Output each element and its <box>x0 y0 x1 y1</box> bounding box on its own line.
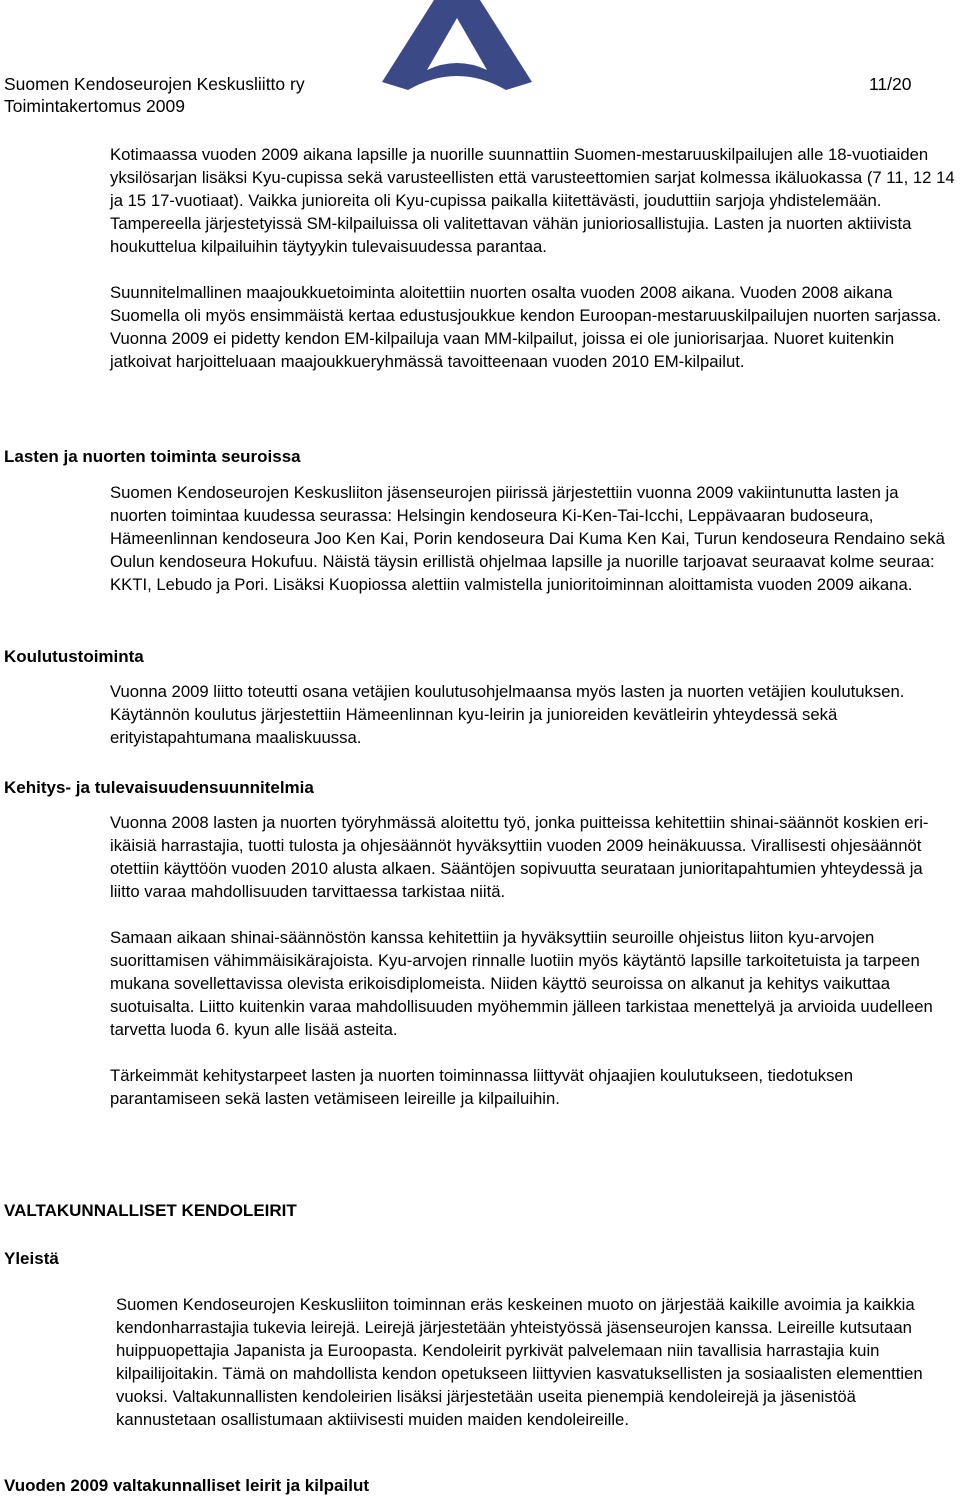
header-org: Suomen Kendoseurojen Keskusliitto ry <box>4 74 305 94</box>
header-report-title: Toimintakertomus 2009 <box>4 96 185 116</box>
future-paragraph-3: Tärkeimmät kehitystarpeet lasten ja nuorten toiminnassa liittyvät ohjaajien koulutukseen, tiedotuksen parantamiseen sekä lasten vetämiseen leireille ja kilpailuihin. <box>110 1066 853 1108</box>
subheading-general: Yleistä <box>4 1249 59 1268</box>
heading-future: Kehitys- ja tulevaisuudensuunnitelmia <box>4 778 314 797</box>
future-paragraph-2: Samaan aikaan shinai-säännöstön kanssa kehitettiin ja hyväksyttiin seuroille ohjeistus liiton kyu-arvojen suorittamisen vähimmäisikärajoista. Kyu-arvojen rinnalle luotiin myös käytäntö lapsille tarkoitetuista ja tarpeen mukana sovellettavissa olevista erikoisdiplomeista. Niiden käyttö seuroissa on alkanut ja kehitys vaikuttaa suotuisalta. Liitto kuitenkin varaa mahdollisuuden myöhemmin jälleen tarkistaa menettelyä ja arvioida uudelleen tarvetta luoda 6. kyun alle lisää asteita. <box>110 928 933 1039</box>
heading-camps: VALTAKUNNALLISET KENDOLEIRIT <box>4 1201 297 1220</box>
intro-paragraph-2: Suunnitelmallinen maajoukkuetoiminta aloitettiin nuorten osalta vuoden 2008 aikana. Vuoden 2008 aikana Suomella oli myös ensimmäistä kertaa edustusjoukkue kendon Euroopan-mestaruuskilpailujen nuorten sarjassa. Vuonna 2009 ei pidetty kendon EM-kilpailuja vaan MM-kilpailut, joissa ei ole juniorisarjaa. Nuoret kuitenkin jatkoivat harjoitteluaan maajoukkueryhmässä tavoitteenaan vuoden 2010 EM-kilpailut. <box>110 283 942 371</box>
organization-logo <box>382 0 532 92</box>
clubs-paragraph: Suomen Kendoseurojen Keskusliiton jäsenseurojen piirissä järjestettiin vuonna 2009 vakiintunutta lasten ja nuorten toimintaa kuudessa seurassa: Helsingin kendoseura Ki-Ken-Tai-Icchi, Leppävaaran budoseura, Hämeenlinnan kendoseura Joo Ken Kai, Porin kendoseura Dai Kuma Ken Kai, Turun kendoseura Rendaino sekä Oulun kendoseura Hokufuu. Näistä täysin erillistä ohjelmaa lapsille ja nuorille tarjoavat seuraavat kolme seuraa: KKTI, Lebudo ja Pori. Lisäksi Kuopiossa alettiin valmistella junioritoiminnan aloittamista vuoden 2009 aikana. <box>110 483 945 594</box>
heading-clubs: Lasten ja nuorten toiminta seuroissa <box>4 447 301 466</box>
training-paragraph: Vuonna 2009 liitto toteutti osana vetäjien koulutusohjelmaansa myös lasten ja nuorten vetäjien koulutuksen. Käytännön koulutus järjestettiin Hämeenlinnan kyu-leirin ja junioreiden kevätleirin yhteydessä sekä erityistapahtumana maaliskuussa. <box>110 682 905 747</box>
heading-training: Koulutustoiminta <box>4 647 144 666</box>
intro-paragraph-1: Kotimaassa vuoden 2009 aikana lapsille ja nuorille suunnattiin Suomen-mestaruuskilpailujen alle 18-vuotiaiden yksilösarjan lisäksi Kyu-cupissa sekä varusteellisten että varusteettomien sarjat kolmessa ikäluokassa (7 11, 12 14 ja 15 17-vuotiaat). Vaikka junioreita oli Kyu-cupissa paikalla kiitettävästi, jouduttiin sarjoja yhdistelemään. Tampereella järjestetyissä SM-kilpailuissa oli valitettavan vähän junioriosallistujia. Lasten ja nuorten aktiivista houkuttelua kilpailuihin täytyykin tulevaisuudessa parantaa. <box>110 145 955 256</box>
future-section <box>110 811 945 1110</box>
page-number: 11/20 <box>869 74 912 94</box>
clubs-section <box>110 481 958 596</box>
camps-paragraph: Suomen Kendoseurojen Keskusliiton toiminnan eräs keskeinen muoto on järjestää kaikille avoimia ja kaikkia kendonharrastajia tukevia leirejä. Leirejä järjestetään yhteistyössä jäsenseurojen kanssa. Leireille kutsutaan huippuopettajia Japanista ja Euroopasta. Kendoleirit pyrkivät palvelemaan niin tavallisia harrastajia kuin kilpailijoitakin. Tämä on mahdollista kendon opetukseen liittyvien kasvatuksellisten ja sosiaalisten elementtien vuoksi. Valtakunnallisten kendoleirien lisäksi järjestetään useita pienempiä kendoleirejä ja jäsenistöä kannustetaan osallistumaan aktiivisesti muiden maiden kendoleireille. <box>116 1295 923 1429</box>
intro-section <box>110 143 958 373</box>
future-paragraph-1: Vuonna 2008 lasten ja nuorten työryhmässä aloitettu työ, jonka puitteissa kehitettiin shinai-säännöt koskien eri-ikäisiä harrastajia, tuotti tulosta ja ohjesäännöt hyväksyttiin vuoden 2009 heinäkuussa. Virallisesti ohjesäännöt otettiin käyttöön vuoden 2010 alusta alkaen. Sääntöjen sopivuutta seurataan junioritapahtumien yhteydessä ja liitto varaa mahdollisuuden tarvittaessa tarkistaa niitä. <box>110 813 929 901</box>
camps-section <box>116 1293 951 1431</box>
training-section <box>110 680 958 749</box>
subheading-camps-2009: Vuoden 2009 valtakunnalliset leirit ja kilpailut <box>4 1476 369 1495</box>
